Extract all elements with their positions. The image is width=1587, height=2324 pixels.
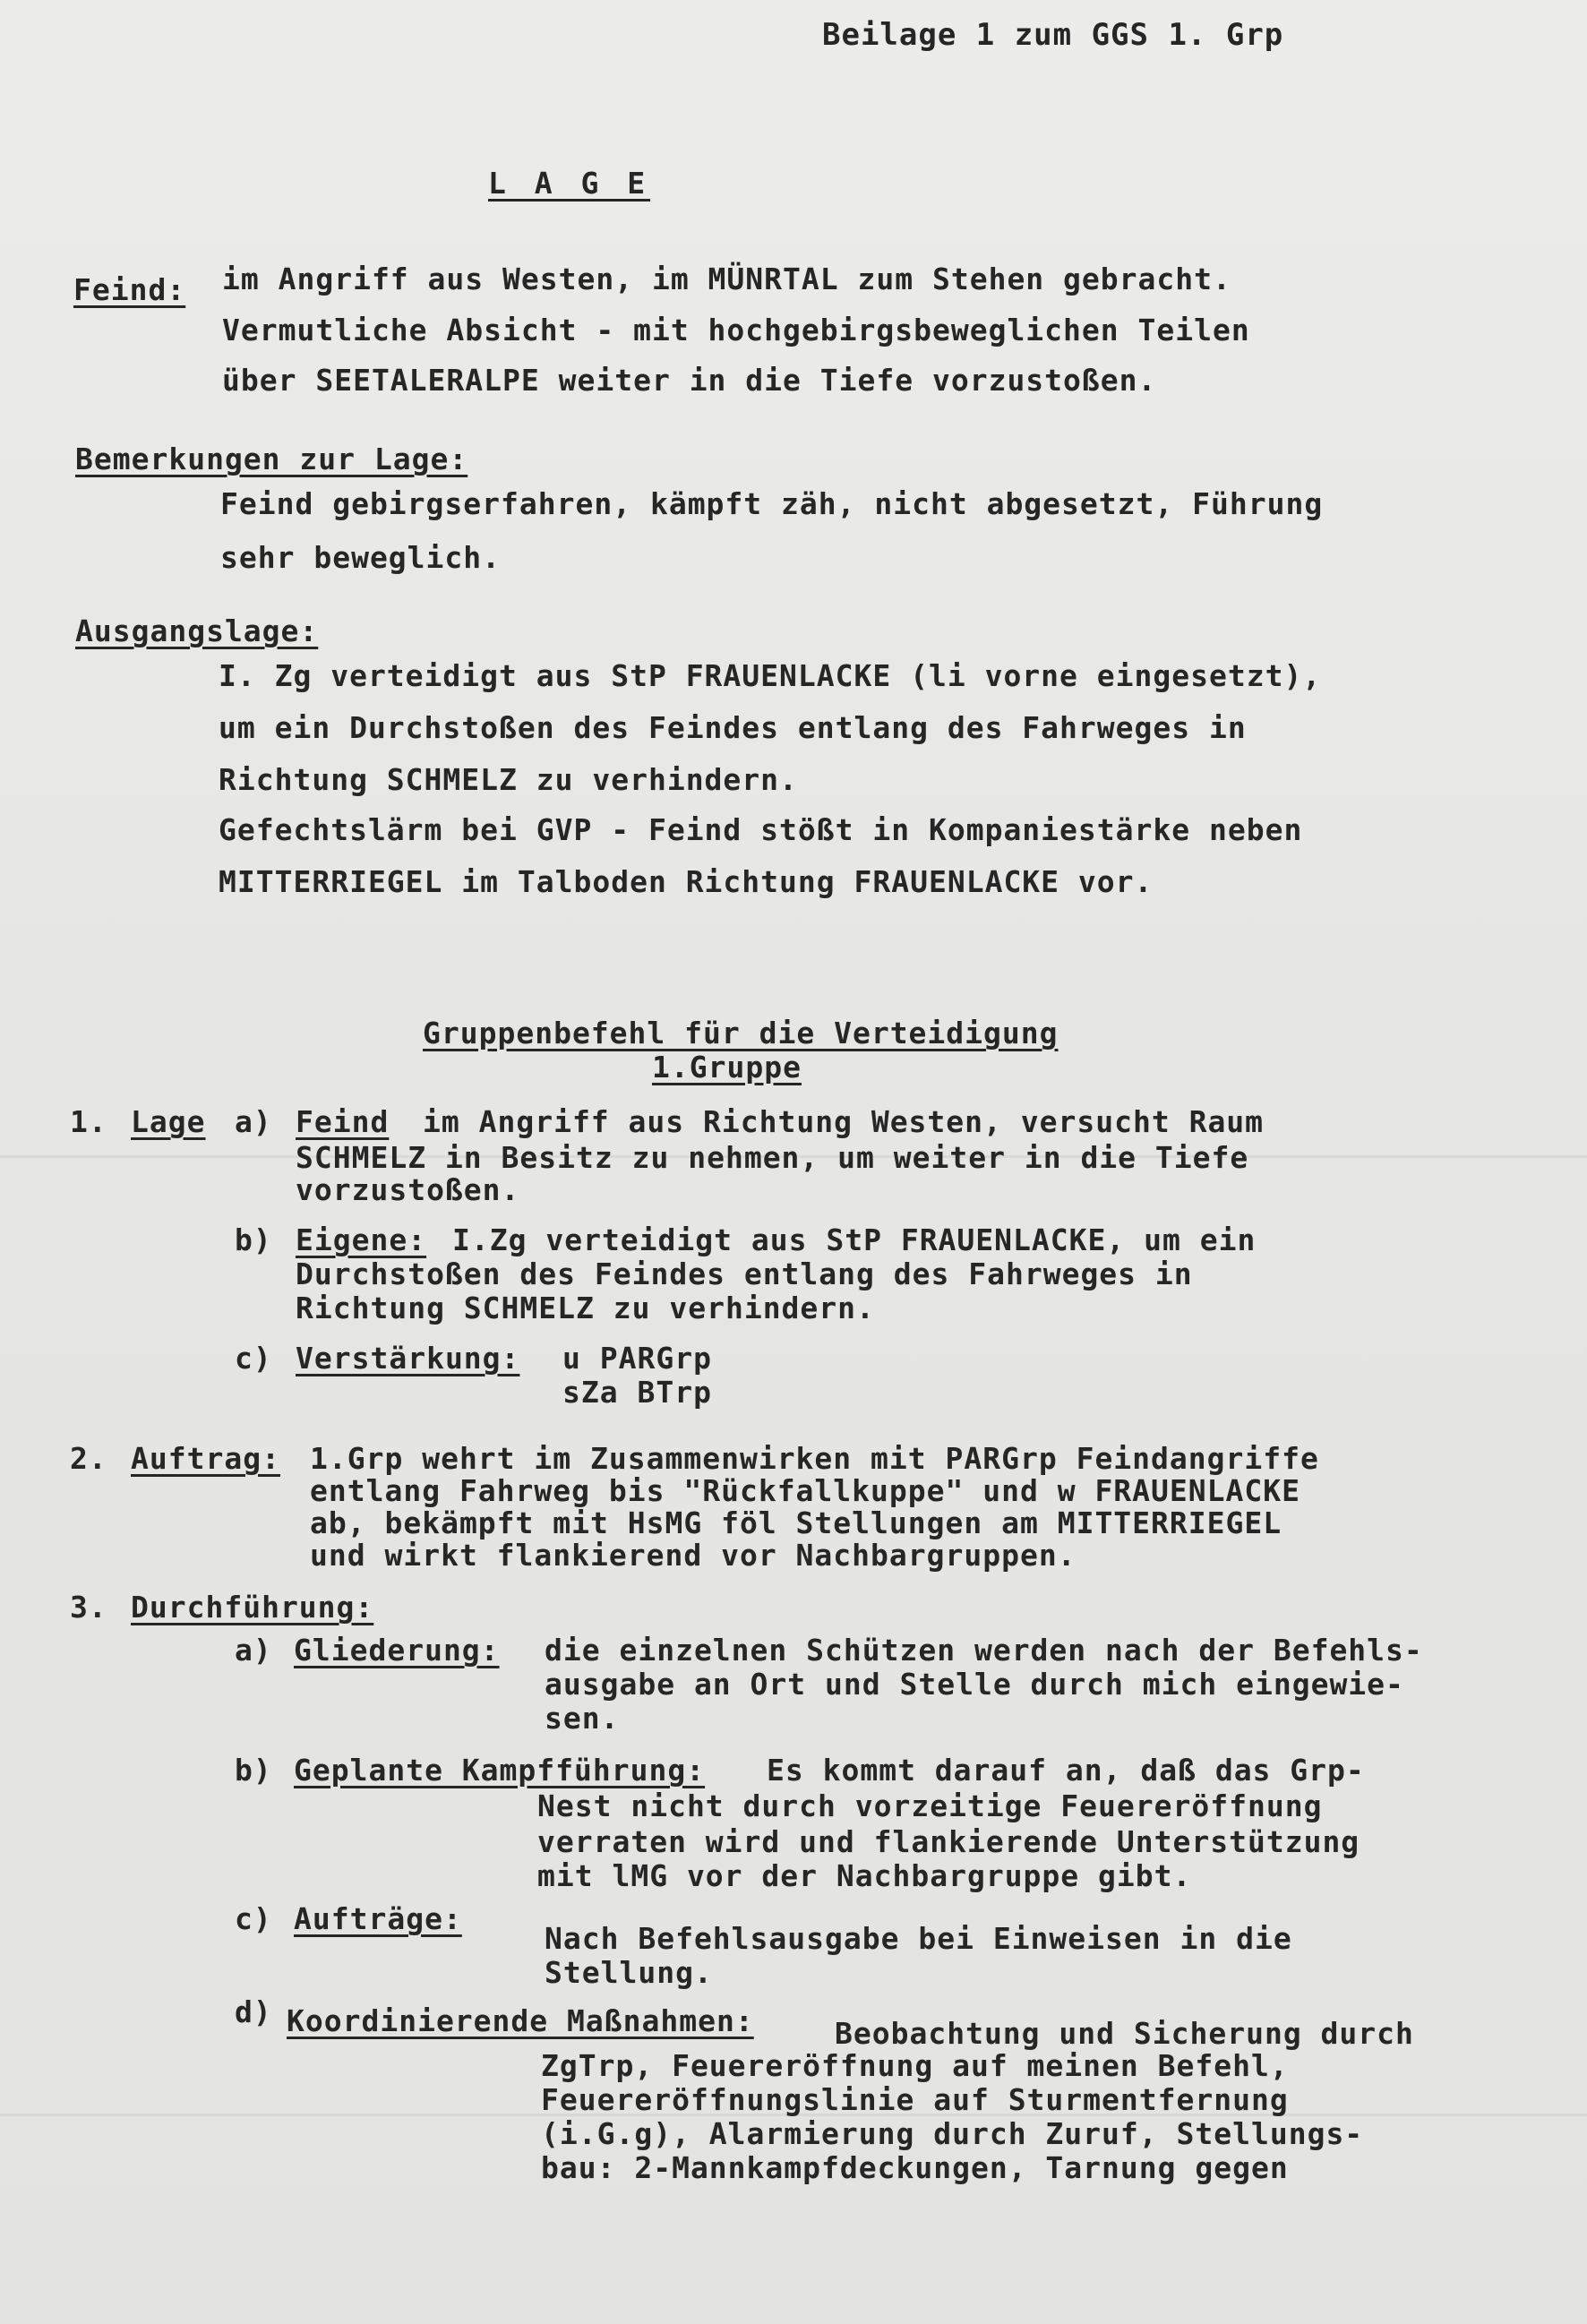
bemerkungen-line: Feind gebirgserfahren, kämpft zäh, nicht abgesetzt, Führung (220, 486, 1324, 521)
feind-line: Vermutliche Absicht - mit hochgebirgsbeweglichen Teilen (222, 313, 1250, 347)
feind-line: im Angriff aus Westen, im MÜNRTAL zum Stehen gebracht. (222, 262, 1231, 296)
section-3-line: die einzelnen Schützen werden nach der Befehls- (545, 1633, 1423, 1668)
item-b-mark: b) (235, 1753, 272, 1788)
section-1-line: sZa BTrp (562, 1375, 712, 1410)
ausgangslage-line: Gefechtslärm bei GVP - Feind stößt in Kompaniestärke neben (219, 812, 1303, 847)
durchfuehrung-label: Durchführung: (131, 1590, 374, 1625)
section-1-line: I.Zg verteidigt aus StP FRAUENLACKE, um ein (452, 1222, 1257, 1257)
section-3-line: Nach Befehlsausgabe bei Einweisen in die (545, 1921, 1292, 1956)
bemerkungen-line: sehr beweglich. (220, 540, 502, 575)
section-1-line: im Angriff aus Richtung Westen, versucht Raum (423, 1104, 1265, 1139)
section-3-line: Feuereröffnungslinie auf Sturmentfernung (541, 2082, 1289, 2117)
feind-line: über SEETALERALPE weiter in die Tiefe vorzustoßen. (222, 363, 1157, 398)
section-2-number: 2. (70, 1441, 107, 1476)
section-3-line: mit lMG vor der Nachbargruppe gibt. (537, 1858, 1192, 1893)
section-3-line: ausgabe an Ort und Stelle durch mich eingewie- (545, 1667, 1404, 1702)
section-1-line: SCHMELZ in Besitz zu nehmen, um weiter in die Tiefe (296, 1140, 1249, 1175)
auftrag-label: Auftrag: (131, 1441, 280, 1476)
section-3-line: bau: 2-Mannkampfdeckungen, Tarnung gegen (541, 2150, 1289, 2185)
ausgangslage-line: Richtung SCHMELZ zu verhindern. (219, 762, 798, 797)
section-1-line: Durchstoßen des Feindes entlang des Fahrweges in (296, 1256, 1193, 1291)
item-c-mark: c) (235, 1341, 272, 1376)
lage-title: L A G E (488, 166, 651, 201)
section-3-line: Beobachtung und Sicherung durch (835, 2016, 1414, 2051)
section-3-line: sen. (545, 1701, 620, 1736)
item-a-mark: a) (235, 1633, 272, 1668)
ausgangslage-line: um ein Durchstoßen des Feindes entlang des Fahrweges in (219, 710, 1247, 745)
eigene-label: Eigene: (296, 1222, 427, 1257)
section-2-line: und wirkt flankierend vor Nachbargruppen. (310, 1538, 1077, 1573)
gliederung-label: Gliederung: (294, 1633, 500, 1668)
section-3-line: (i.G.g), Alarmierung durch Zuruf, Stellungs- (541, 2116, 1364, 2151)
feind-label: Feind: (73, 272, 186, 307)
bemerkungen-label: Bemerkungen zur Lage: (75, 442, 468, 476)
section-2-line: entlang Fahrweg bis "Rückfallkuppe" und w FRAUENLACKE (310, 1473, 1300, 1508)
section-1-number: 1. (70, 1104, 107, 1139)
ausgangslage-line: MITTERRIEGEL im Talboden Richtung FRAUENLACKE vor. (219, 864, 1154, 899)
section-3-line: Stellung. (545, 1955, 713, 1990)
kampffuehrung-label: Geplante Kampfführung: (294, 1753, 706, 1788)
feind-sublabel: Feind (296, 1104, 390, 1139)
section-1-label: Lage (131, 1104, 206, 1139)
section-3-line: Es kommt darauf an, daß das Grp- (767, 1753, 1365, 1788)
ausgangslage-label: Ausgangslage: (75, 613, 319, 648)
auftraege-label: Aufträge: (294, 1901, 462, 1936)
section-3-line: Nest nicht durch vorzeitige Feuereröffnung (537, 1788, 1323, 1823)
ausgangslage-line: I. Zg verteidigt aus StP FRAUENLACKE (li vorne eingesetzt), (219, 658, 1322, 693)
section-1-line: u PARGrp (562, 1341, 712, 1376)
header-reference: Beilage 1 zum GGS 1. Grp (822, 17, 1284, 53)
section-1-line: Richtung SCHMELZ zu verhindern. (296, 1291, 875, 1325)
item-d-mark: d) (235, 1994, 272, 2029)
item-b-mark: b) (235, 1222, 272, 1257)
koordinierende-label: Koordinierende Maßnahmen: (287, 2003, 754, 2038)
item-a-mark: a) (235, 1104, 272, 1139)
section-3-line: ZgTrp, Feuereröffnung auf meinen Befehl, (541, 2048, 1289, 2083)
section-2-line: 1.Grp wehrt im Zusammenwirken mit PARGrp Feindangriffe (310, 1441, 1319, 1476)
item-c-mark: c) (235, 1901, 272, 1936)
befehl-subtitle: 1.Gruppe (652, 1050, 802, 1085)
section-2-line: ab, bekämpft mit HsMG föl Stellungen am MITTERRIEGEL (310, 1505, 1282, 1540)
section-3-number: 3. (70, 1590, 107, 1625)
verstaerkung-label: Verstärkung: (296, 1341, 520, 1376)
section-1-line: vorzustoßen. (296, 1172, 520, 1207)
section-3-line: verraten wird und flankierende Unterstützung (537, 1824, 1360, 1859)
befehl-title: Gruppenbefehl für die Verteidigung (423, 1016, 1059, 1051)
